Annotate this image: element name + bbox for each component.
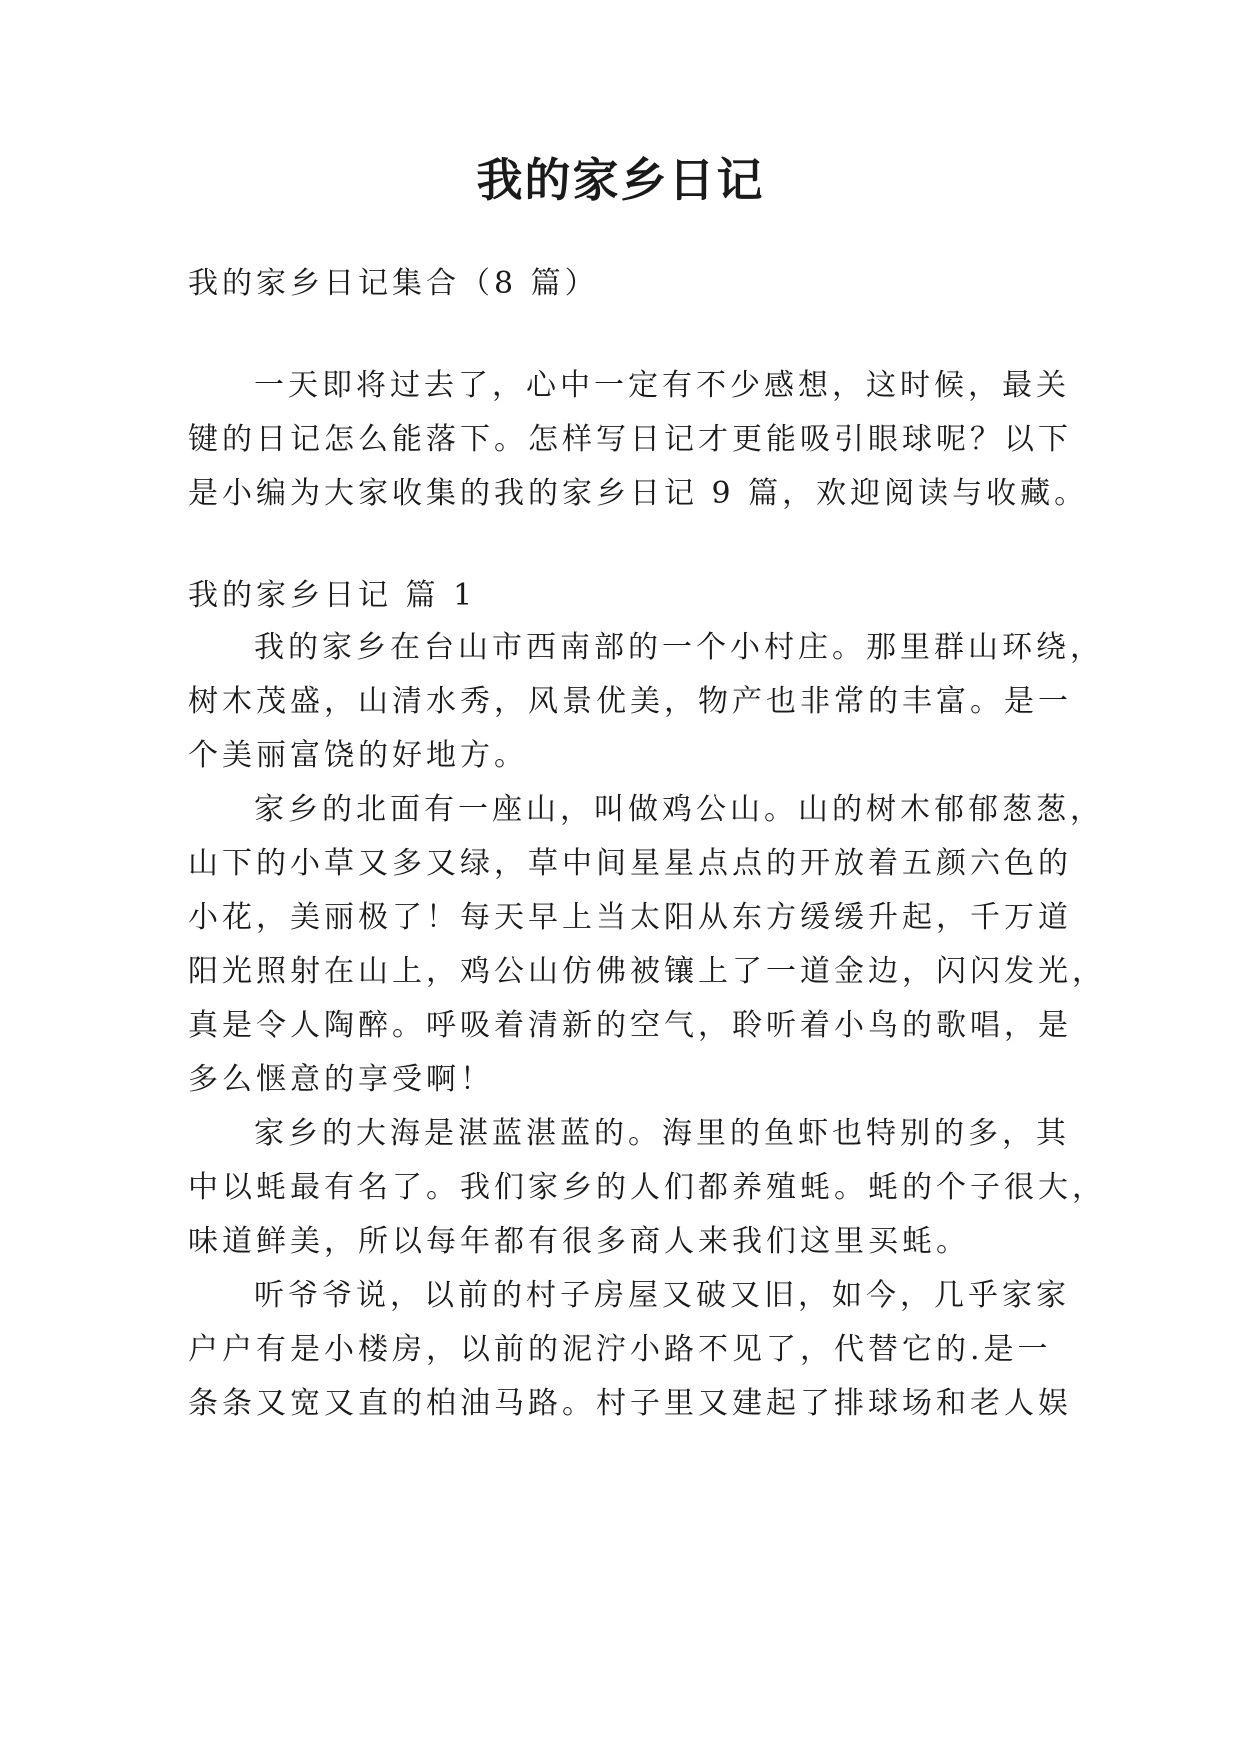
body-line: 小花，美丽极了！每天早上当太阳从东方缓缓升起，千万道 bbox=[188, 900, 1072, 935]
intro-line: 键的日记怎么能落下。怎样写日记才更能吸引眼球呢？以下 bbox=[188, 422, 1072, 457]
body-line: 家乡的北面有一座山，叫做鸡公山。山的树木郁郁葱葱， bbox=[254, 792, 1104, 827]
body-line: 个美丽富饶的好地方。 bbox=[188, 738, 528, 773]
body-line: 中以蚝最有名了。我们家乡的人们都养殖蚝。蚝的个子很大， bbox=[188, 1170, 1106, 1205]
body-line: 听爷爷说，以前的村子房屋又破又旧，如今，几乎家家 bbox=[254, 1278, 1070, 1313]
body-line: 条条又宽又直的柏油马路。村子里又建起了排球场和老人娱 bbox=[188, 1386, 1072, 1421]
body-line: 山下的小草又多又绿，草中间星星点点的开放着五颜六色的 bbox=[188, 846, 1072, 881]
body-line: 味道鲜美，所以每年都有很多商人来我们这里买蚝。 bbox=[188, 1224, 970, 1259]
document-title: 我的家乡日记 bbox=[476, 153, 765, 207]
body-line: 树木茂盛，山清水秀，风景优美，物产也非常的丰富。是一 bbox=[188, 684, 1072, 719]
intro-line: 是小编为大家收集的我的家乡日记 9 篇，欢迎阅读与收藏。 bbox=[188, 476, 1089, 511]
intro-line: 一天即将过去了，心中一定有不少感想，这时候，最关 bbox=[254, 368, 1070, 403]
body-line: 户户有是小楼房，以前的泥泞小路不见了，代替它的.是一 bbox=[188, 1332, 1052, 1367]
body-line: 家乡的大海是湛蓝湛蓝的。海里的鱼虾也特别的多，其 bbox=[254, 1116, 1070, 1151]
subtitle: 我的家乡日记集合（8 篇） bbox=[188, 266, 599, 301]
body-line: 真是令人陶醉。呼吸着清新的空气，聆听着小鸟的歌唱，是 bbox=[188, 1008, 1072, 1043]
body-line: 阳光照射在山上，鸡公山仿佛被镶上了一道金边，闪闪发光， bbox=[188, 954, 1106, 989]
body-line: 多么惬意的享受啊！ bbox=[188, 1062, 494, 1097]
section-heading: 我的家乡日记 篇 1 bbox=[188, 578, 477, 613]
body-line: 我的家乡在台山市西南部的一个小村庄。那里群山环绕， bbox=[254, 630, 1104, 665]
